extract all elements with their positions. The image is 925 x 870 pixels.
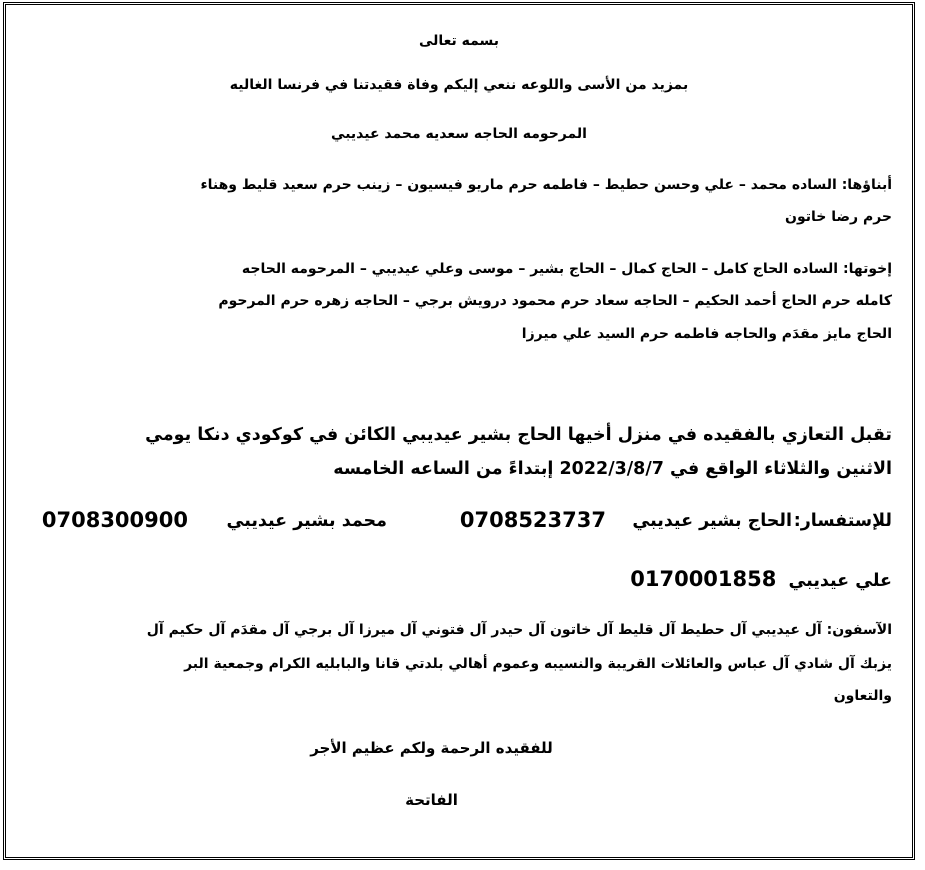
siblings-line-2: كامله حرم الحاج أحمد الحكيم – الحاجه سعاد حرم محمود درويش برجي – الحاجه زهره حرم المرحوم (218, 293, 892, 309)
mourners-line-2: يزبك آل شادي آل عباس والعائلات القريبة والنسيبه وعموم أهالي بلدتي قانا والبابليه الكرام وجمعية البر (184, 656, 892, 672)
siblings-line-1: إخوتها: الساده الحاج كامل – الحاج كمال – الحاج بشير – موسى وعلي عيديبي – المرحومه الحاجه (241, 261, 892, 277)
mourners-line-1: الآسفون: آل عيديبي آل حطيط آل قليط آل خاتون آل حيدر آل فتوني آل ميرزا آل برجي آل مقدَم آل حكيم آل (146, 622, 892, 638)
obituary-notice (3, 2, 915, 860)
contact-2-phone: 0708300900 (41, 508, 188, 532)
contact-3-phone: 0170001858 (630, 567, 777, 591)
children-line-2: حرم رضا خاتون (785, 209, 892, 225)
contact-1-name: الحاج بشير عيديبي (632, 511, 792, 531)
contact-3-row (630, 567, 892, 591)
basmala-heading: بسمه تعالى (418, 33, 500, 49)
closing-prayer: للفقيده الرحمة ولكم عظيم الأجر (310, 739, 553, 757)
mourners-line-3: والتعاون (833, 688, 892, 704)
contact-1-phone: 0708523737 (459, 508, 606, 532)
contact-2-name: محمد بشير عيديبي (226, 511, 387, 531)
contact-3-name: علي عيديبي (788, 571, 892, 591)
inquiries-label: للإستفسار: (793, 511, 892, 531)
siblings-line-3: الحاج مايز مقدَم والحاجه فاطمه حرم السيد علي ميرزا (521, 326, 892, 342)
fatiha-line: الفاتحة (405, 791, 458, 809)
inquiries-row (24, 508, 892, 543)
children-line-1: أبناؤها: الساده محمد – علي وحسن حطيط – فاطمه حرم ماريو فيسيون – زينب حرم سعيد قليط وهناء (200, 177, 892, 193)
condolence-line-2: الاثنين والثلاثاء الواقع في 2022/3/8/7 إبتداءً من الساعه الخامسه (333, 459, 892, 479)
deceased-name: المرحومه الحاجه سعديه محمد عيديبي (331, 126, 587, 142)
intro-line: بمزيد من الأسى واللوعه ننعي إليكم وفاة فقيدتنا في فرنسا الغاليه (229, 77, 689, 93)
condolence-line-1: تقبل التعازي بالفقيده في منزل أخيها الحاج بشير عيديبي الكائن في كوكودي دنكا يومي (145, 425, 892, 445)
